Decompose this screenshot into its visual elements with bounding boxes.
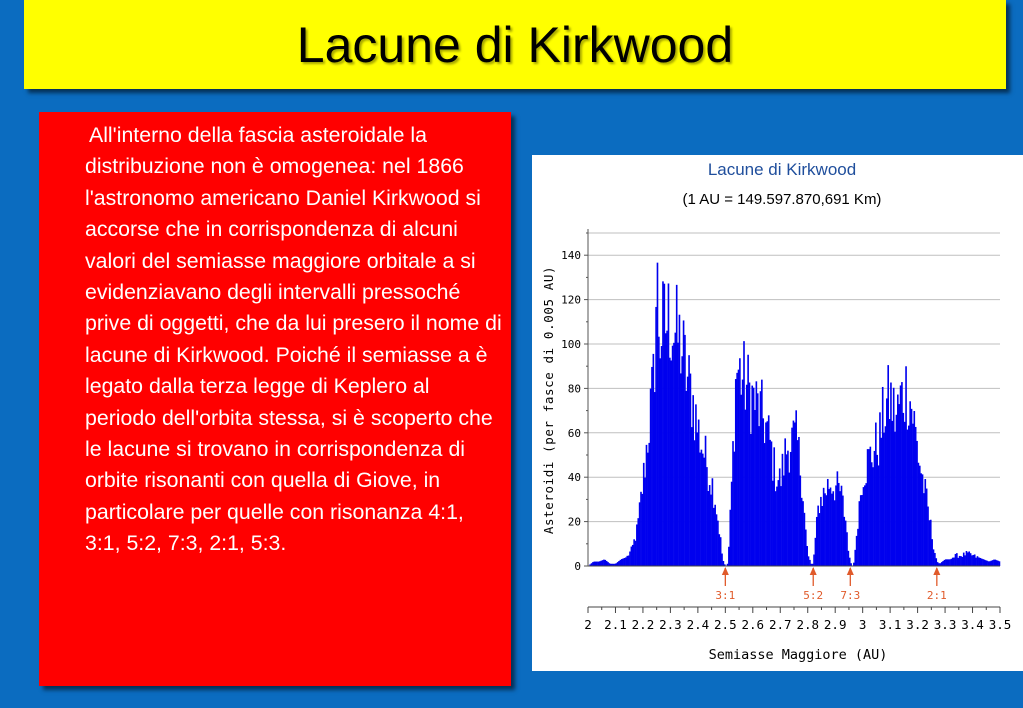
y-tick-label: 20 xyxy=(567,515,581,529)
x-tick-label: 2.2 xyxy=(631,617,655,632)
gap-marker-label: 3:1 xyxy=(715,589,736,602)
x-tick-label: 2.6 xyxy=(741,617,765,632)
x-tick-label: 2.4 xyxy=(686,617,710,632)
x-tick-label: 3.2 xyxy=(906,617,929,632)
x-tick-label: 2.7 xyxy=(768,617,792,632)
chart-subtitle: (1 AU = 149.597.870,691 Km) xyxy=(682,191,882,208)
body-text: All'interno della fascia asteroidale la distribuzione non è omogenea: nel 1866 l'astronomo americano Daniel Kirkwood si accorse che in corrispondenza di alcuni valori del semiasse maggiore orbitale a si evidenziavano degli intervalli pressoché prive di oggetti, che da lui presero il nome di lacune di Kirkwood. Poiché il semiasse a è legato dalla terza legge di Keplero al periodo dell'orbita stessa, si è scoperto che le lacune si trovano in corrispondenza di orbite risonanti con quella di Giove, in particolare per quelle con risonanza 4:1, 3:1, 5:2, 7:3, 2:1, 5:3. xyxy=(85,123,502,556)
y-tick-label: 120 xyxy=(561,293,581,307)
gap-marker-label: 2:1 xyxy=(926,589,947,602)
gap-marker-arrow xyxy=(933,567,940,575)
y-tick-label: 100 xyxy=(561,338,581,351)
chart-title: Lacune di Kirkwood xyxy=(707,160,857,179)
x-axis-label: Semiasse Maggiore (AU) xyxy=(708,647,888,663)
histogram-bar xyxy=(999,561,1001,566)
x-tick-label: 3.4 xyxy=(961,617,984,632)
x-tick-label: 2.8 xyxy=(796,617,820,632)
x-tick-label: 2.3 xyxy=(659,617,682,632)
x-tick-label: 3.5 xyxy=(988,617,1012,632)
text-box xyxy=(39,112,511,686)
gap-marker-arrow xyxy=(810,567,817,575)
y-tick-label: 80 xyxy=(567,382,581,396)
gap-marker-arrow xyxy=(847,567,854,575)
y-axis-label: Asteroidi (per fasce di 0.005 AU) xyxy=(541,265,556,535)
gap-marker-arrow xyxy=(722,567,729,575)
title-bar xyxy=(24,0,1006,89)
x-tick-label: 2.5 xyxy=(714,617,737,632)
y-tick-label: 0 xyxy=(574,560,581,573)
kirkwood-chart xyxy=(532,155,1023,671)
gap-marker-label: 7:3 xyxy=(840,589,861,602)
chart-panel xyxy=(532,155,1023,671)
y-tick-label: 40 xyxy=(567,471,581,485)
gap-marker-label: 5:2 xyxy=(803,589,824,602)
x-tick-label: 2 xyxy=(584,617,592,632)
x-tick-label: 2.9 xyxy=(823,617,847,632)
x-tick-label: 3 xyxy=(858,617,867,632)
x-tick-label: 2.1 xyxy=(604,617,627,632)
x-tick-label: 3.1 xyxy=(878,617,902,632)
y-tick-label: 60 xyxy=(567,426,581,440)
data-bars xyxy=(589,263,1000,566)
y-axis-ticks xyxy=(561,233,588,573)
x-tick-label: 3.3 xyxy=(933,617,957,632)
page-title: Lacune di Kirkwood xyxy=(296,16,734,73)
x-axis-ticks xyxy=(584,607,1011,632)
gap-markers xyxy=(715,567,946,602)
y-tick-label: 140 xyxy=(561,249,581,263)
